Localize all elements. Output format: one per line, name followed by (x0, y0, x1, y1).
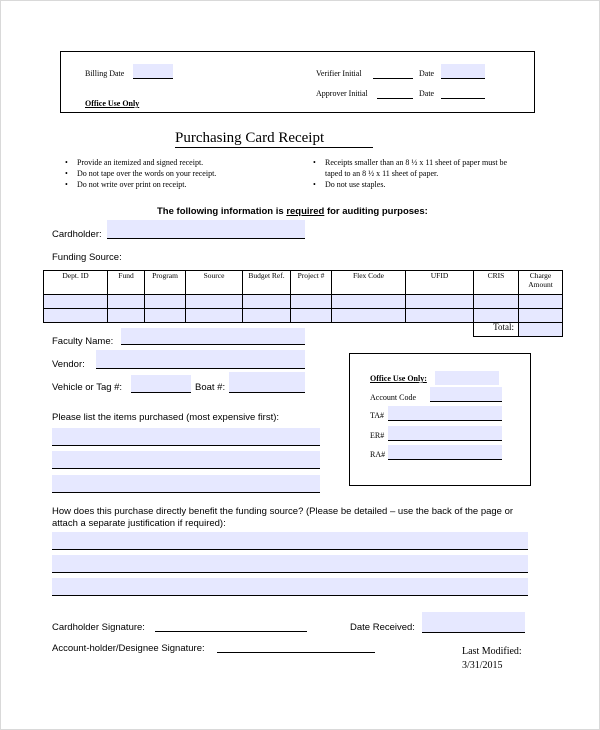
last-modified-label: Last Modified: (462, 646, 522, 657)
instructions-right (313, 157, 543, 190)
er-label: ER# (370, 431, 385, 440)
date-received-field[interactable] (422, 612, 525, 632)
ra-field[interactable] (388, 445, 502, 460)
account-holder-signature-field[interactable] (217, 652, 375, 653)
office-use-header-box (60, 51, 535, 113)
office-use-panel (349, 353, 531, 486)
instruction-item: • Provide an itemized and signed receipt. (65, 158, 204, 167)
benefit-underline-3 (52, 595, 528, 596)
office-use-panel-title: Office Use Only: (370, 374, 427, 383)
instruction-item: • Receipts smaller than an 8 ½ x 11 sheet of paper must be taped to an 8 ½ x 11 sheet of paper. (313, 158, 508, 178)
benefit-line-1[interactable] (52, 532, 528, 549)
vendor-field[interactable] (96, 350, 305, 368)
total-label: Total: (474, 323, 519, 337)
benefit-question-line-2: attach a separate justification if required): (52, 518, 226, 529)
faculty-name-label: Faculty Name: (52, 336, 114, 347)
table-cell[interactable] (108, 295, 145, 309)
funding-source-table (43, 270, 563, 337)
table-cell[interactable] (519, 309, 563, 323)
table-cell[interactable] (406, 309, 474, 323)
date-label-2: Date (419, 89, 435, 98)
table-cell[interactable] (406, 295, 474, 309)
header-charge-amount: Charge Amount (519, 271, 563, 295)
table-cell[interactable] (243, 309, 291, 323)
vehicle-tag-label: Vehicle or Tag #: (52, 382, 123, 393)
table-cell[interactable] (145, 309, 186, 323)
last-modified-date: 3/31/2015 (462, 660, 503, 671)
items-underline-2 (52, 468, 320, 469)
instruction-item: • Do not use staples. (313, 180, 386, 189)
table-row (44, 309, 563, 323)
benefit-question-line-1: How does this purchase directly benefit the funding source? (Please be detailed – use the back of the page or (52, 506, 514, 517)
boat-field[interactable] (229, 372, 305, 392)
account-holder-signature-label: Account-holder/Designee Signature: (52, 643, 205, 654)
approver-initial-field[interactable] (377, 98, 413, 99)
items-underline-1 (52, 445, 320, 446)
table-cell[interactable] (108, 309, 145, 323)
boat-label: Boat #: (195, 382, 226, 393)
cardholder-underline (107, 238, 305, 239)
boat-underline (229, 392, 305, 393)
billing-date-label: Billing Date (85, 69, 125, 78)
table-cell[interactable] (145, 295, 186, 309)
header-fund: Fund (108, 271, 145, 295)
billing-date-field[interactable] (133, 64, 173, 79)
vehicle-tag-field[interactable] (131, 375, 191, 392)
ta-field[interactable] (388, 406, 502, 421)
vendor-label: Vendor: (52, 359, 85, 370)
verifier-initial-label: Verifier Initial (316, 69, 362, 78)
faculty-name-field[interactable] (121, 328, 305, 344)
date-received-label: Date Received: (350, 622, 415, 633)
table-cell[interactable] (519, 295, 563, 309)
table-cell[interactable] (186, 309, 243, 323)
table-cell[interactable] (474, 309, 519, 323)
table-cell[interactable] (474, 295, 519, 309)
vendor-underline (96, 368, 305, 369)
cardholder-field[interactable] (107, 220, 305, 238)
ta-label: TA# (370, 411, 385, 420)
ra-label: RA# (370, 450, 386, 459)
table-cell[interactable] (44, 309, 108, 323)
required-info-heading: The following information is required for auditing purposes: (157, 206, 428, 217)
vehicle-tag-underline (131, 392, 191, 393)
benefit-underline-1 (52, 549, 528, 550)
instruction-item: • Do not tape over the words on your receipt. (65, 169, 217, 178)
instructions-left (65, 157, 305, 190)
benefit-underline-2 (52, 572, 528, 573)
items-line-1[interactable] (52, 428, 320, 445)
table-cell[interactable] (186, 295, 243, 309)
total-amount-field[interactable] (519, 323, 563, 337)
items-purchased-label: Please list the items purchased (most expensive first): (52, 412, 280, 423)
table-cell[interactable] (332, 309, 406, 323)
table-cell[interactable] (332, 295, 406, 309)
account-code-field[interactable] (430, 387, 502, 402)
table-cell[interactable] (44, 295, 108, 309)
benefit-line-3[interactable] (52, 578, 528, 595)
cardholder-signature-field[interactable] (155, 631, 307, 632)
header-dept-id: Dept. ID (44, 271, 108, 295)
cardholder-signature-label: Cardholder Signature: (52, 622, 145, 633)
benefit-line-2[interactable] (52, 555, 528, 572)
date-received-underline (422, 632, 525, 633)
approver-date-field[interactable] (441, 98, 485, 99)
title-underline (175, 147, 373, 148)
cardholder-label: Cardholder: (52, 229, 102, 240)
header-source: Source (186, 271, 243, 295)
office-use-only-label: Office Use Only (85, 99, 140, 108)
date-label-1: Date (419, 69, 435, 78)
items-line-2[interactable] (52, 451, 320, 468)
funding-source-label: Funding Source: (52, 252, 122, 263)
items-line-3[interactable] (52, 475, 320, 492)
faculty-name-underline (121, 344, 305, 345)
header-budget-ref: Budget Ref. (243, 271, 291, 295)
table-row (44, 295, 563, 309)
table-cell[interactable] (243, 295, 291, 309)
header-flex-code: Flex Code (332, 271, 406, 295)
approver-initial-label: Approver Initial (316, 89, 368, 98)
header-cris: CRIS (474, 271, 519, 295)
table-cell[interactable] (291, 309, 332, 323)
header-project: Project # (291, 271, 332, 295)
office-use-highlight (435, 371, 499, 385)
verifier-initial-field[interactable] (373, 78, 413, 79)
instruction-item: • Do not write over print on receipt. (65, 180, 187, 189)
items-underline-3 (52, 492, 320, 493)
header-ufid: UFID (406, 271, 474, 295)
page-title: Purchasing Card Receipt (175, 130, 325, 146)
account-code-label: Account Code (370, 393, 416, 402)
verifier-date-field[interactable] (441, 64, 485, 79)
er-field[interactable] (388, 426, 502, 441)
header-program: Program (145, 271, 186, 295)
table-cell[interactable] (291, 295, 332, 309)
